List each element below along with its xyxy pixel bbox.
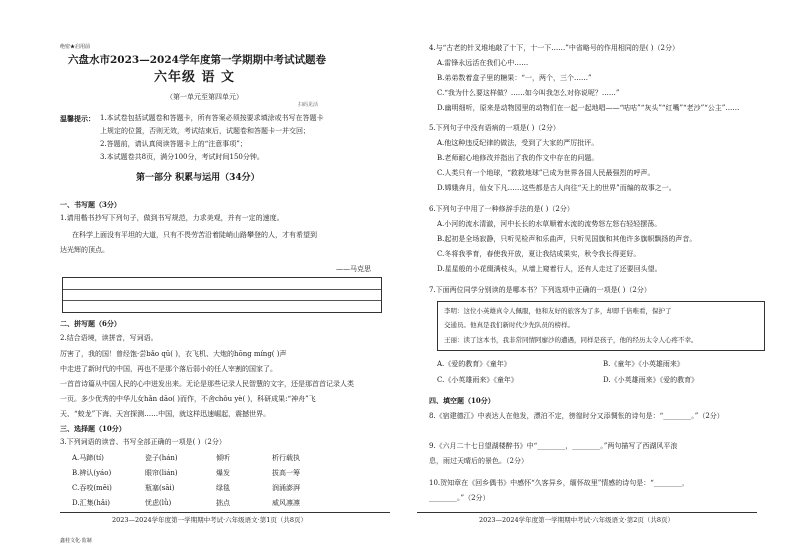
writing-box[interactable] [62,277,382,313]
reminder-line: 1.本试卷包括试题卷和答题卡，所有答案必须按要求填涂或书写在答题卡 [100,114,324,122]
option: C.冬将我季育，春使我开放，夏让我结成果实，秋令我长得更好。 [437,250,641,258]
option: C.《小英雄雨来》《童年》 [437,376,518,384]
section-title: 二、拼写题（6分） [60,319,121,328]
option-cell: B.辨认(yáo) [72,469,112,477]
option-cell: 拔高一筹 [272,469,300,477]
footer-divider [417,512,757,513]
dialogue-line: 交通员。他真是我们新时代少先队员的榜样。 [444,321,574,329]
exam-title: 六盘水市2023—2024学年度第一学期期中考试试题卷 [68,54,326,66]
option: A.小河的流水清澈，河中长长的水草顺着水流的流势怒左怒右轻轻摆荡。 [437,220,662,228]
reminder-line: 3.本试题卷共8页，满分100分，考试时间150分钟。 [100,153,264,161]
option-cell: 爆发 [216,469,230,477]
option-cell: 拙点 [216,499,230,507]
option: C.“我为什么要这样做？……如今叫我怎么对你说呢？……” [437,89,620,97]
exam-scope: （第一单元至第四单元） [166,93,243,101]
option: D.幽明细听，原来是动物园里的动物们在一起一起地唱——“咕咕”“灰头”“红嘴”“老沙”“公主”…… [437,104,740,112]
option: A.他这种违反纪律的做法，受到了大家的严厉批评。 [437,139,599,147]
quote-author: ——马克思 [336,265,371,273]
option: D.《小英雄雨来》《爱的教育》 [603,376,699,384]
option-cell: 忧虑(lǜ) [145,499,172,507]
security-label: 绝密★启用前 [60,44,91,50]
option-cell: 润涌澎湃 [272,484,300,492]
question-4: 4.与“古老的针叉堆地敲了十下，十一下……”中省略号的作用相同的是( )（2分） [429,44,679,52]
option-cell: 倾听 [216,454,230,462]
writing-line [63,300,381,301]
exam-page-2 [397,0,794,550]
question-9: 9.《六月二十七日望湖楼醉书》中“________，________。”两句描写了西湖风平浪 [429,442,678,450]
quote-line: 达光辉的顶点。 [60,246,109,254]
part-title: 第一部分 积累与运用（34分） [136,173,260,183]
option-cell: 瓶塞(sāi) [145,484,175,492]
question-2: 2.结合语境，读拼音，写词语。 [60,334,158,342]
option-cell: D.汇集(hǎi) [72,499,110,507]
question-6: 6.下列句子中用了一种修辞手法的是( )（2分） [429,205,574,213]
passage-line: 一页。多少优秀的中华儿女hǎn dāo( )而作，不舍chǒu yè( )，科研成果:“神舟”飞 [60,395,316,403]
footer-divider [60,512,390,513]
option-cell: A.马蹄(tí) [72,454,104,462]
option: C.人类只有一个地球，“救救地球”已成为世界各国人民最强烈的呼声。 [437,169,655,177]
writing-line [63,289,381,290]
option: D.嫦娥奔月，仙女下凡……这些都是古人向往“天上的世界”而编的故事之一。 [437,184,676,192]
question-8: 8.《宿建德江》中表达人在他发，漂泊不定，徬徨时分又添惆怅的诗句是：“________。”（2分） [429,412,724,420]
reminder-line: 2.答题前，请认真阅读答题卡上的“注意事项”； [100,140,247,148]
option: B.起初是全场寂静，只听见检声和乐曲声，只听见国旗和其他许多旗帜飘扬的声音。 [437,235,697,243]
question-5: 5.下列句子中没有语病的一项是( )（2分） [429,124,560,132]
question-3: 3.下列词语的读音、书写全部正确的一项是( )（2分） [60,438,226,446]
section-title: 四、填空题（10分） [429,396,495,405]
passage-line: 一首首诗篇从中国人民的心中迸发出来。无论是那些记录人民智慧的文字，还是那首首记录人类 [60,380,354,388]
reminder-label: 温馨提示： [60,114,95,123]
subject-title: 六年级 语 文 [154,70,236,85]
option-cell: C.吞咬(mēi) [72,484,112,492]
option-cell: 瓷子(hán) [145,454,178,462]
publisher: 鑫桂文化·监制 [60,538,92,544]
option: D.星星般的小花缀满枝头，从墙上窥着行人，还有人走过了还要回头望。 [437,265,662,273]
option-cell: 绿毯 [216,484,230,492]
barcode-hint: 扫码见活 [298,102,319,108]
passage-line: 厉害了，我的国！曾经饱·尝bǎo qū( )，衣飞机、大炮的hōng míng( )声 [60,350,287,358]
passage-line: 中走进了新时代的中国，再也不是那个落后弱小的任人宰割的国家了。 [60,365,277,373]
option: B.老师耐心地修改并指出了我的作文中存在的问题。 [437,154,599,162]
option-cell: 威风凛凛 [272,499,300,507]
dialogue-line: 李明：这位小英雄真令人佩服，他和友好的旅客为了多，却即千倍唯看，保护了 [444,307,672,315]
option: A.雷锋永远活在我们心中…… [437,59,529,67]
page-footer: 2023—2024学年度第一学期期中考试·六年级语文·第1页（共8页） [112,516,307,524]
section-title: 三、选择题（10分） [60,424,126,433]
passage-line: 天、“蛟龙”下海、天宫探测……中国，就这样迅速崛起，震撼世界。 [60,410,271,418]
question-7: 7.下面两位同学分别读的是哪本书？下列选项中正确的一项是( )（2分） [429,286,651,294]
option-cell: 眼帘(lián) [145,469,178,477]
option: B.《童年》《小英雄雨来》 [603,360,684,368]
question-10: 10.贺知章在《回乡偶书》中感怀“久客异乡，缅怀故里”情感的诗句是：“________， [429,479,689,487]
option: B.弟弟数着盒子里的糖果：“一，两个，三个……” [437,74,592,82]
dialogue-line: 王丽：读了这本书，我非常同情阿廖沙的遭遇，同样是孩子，他的经历太令人心疼不幸。 [444,336,698,344]
question-1: 1.请用楷书抄写下列句子，做到书写规范，力求美观，并有一定的速度。 [60,214,284,222]
question-10-cont: ________。”（2分） [429,494,490,502]
option: A.《爱的教育》《童年》 [437,360,511,368]
option-cell: 析行载执 [272,454,300,462]
section-title: 一、书写题（3分） [60,200,121,209]
question-9-cont: 息，雨过天晴后的景色。（2分） [429,457,528,465]
page-footer: 2023—2024学年度第一学期期中考试·六年级语文·第2页（共8页） [479,516,674,524]
reminder-line: 上规定的位置，否则无效，考试结束后，试题卷和答题卡一并交回； [100,127,310,135]
quote-line: 在科学上面没有平坦的大道，只有不畏劳苦沿着陡峭山路攀登的人，才有希望到 [72,231,317,239]
dialogue-box [437,301,765,351]
